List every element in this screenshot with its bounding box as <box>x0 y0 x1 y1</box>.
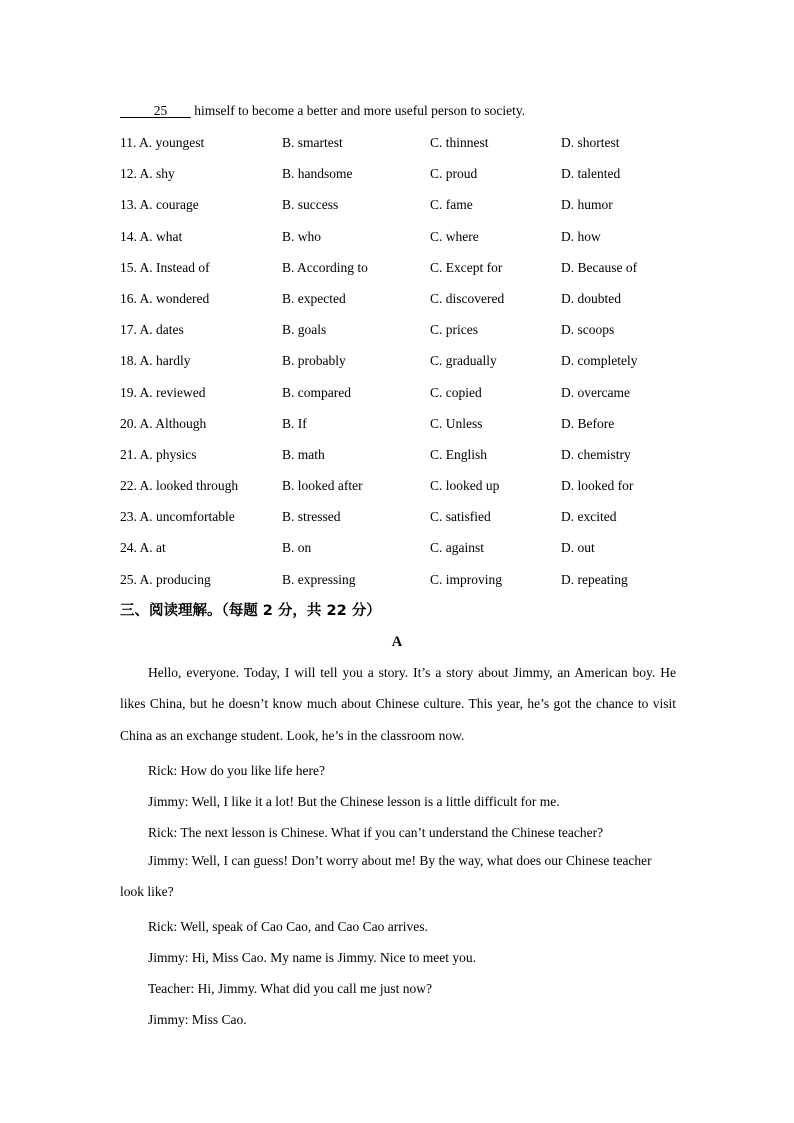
option-d: D. doubted <box>561 290 621 306</box>
dialogue-line: Rick: Well, speak of Cao Cao, and Cao Cao arrives. <box>148 919 428 934</box>
option-row <box>0 476 794 507</box>
option-c: C. fame <box>430 197 473 213</box>
option-a: 13. A. courage <box>120 197 199 213</box>
option-a: 22. A. looked through <box>120 478 239 494</box>
option-row <box>0 445 794 476</box>
option-a: 15. A. Instead of <box>120 259 210 275</box>
option-b: B. goals <box>282 322 327 338</box>
option-b: B. success <box>282 197 339 213</box>
option-row <box>0 195 794 226</box>
dialogue-line: Jimmy: Miss Cao. <box>148 1012 247 1027</box>
option-d: D. looked for <box>561 478 634 494</box>
option-b: B. math <box>282 446 325 462</box>
option-a: 19. A. reviewed <box>120 384 206 400</box>
option-row <box>0 538 794 569</box>
option-row <box>0 289 794 320</box>
option-d: D. repeating <box>561 571 628 587</box>
option-row <box>0 164 794 195</box>
option-row <box>0 383 794 414</box>
option-c: C. where <box>430 228 479 244</box>
blank-number: 25 <box>153 103 168 118</box>
option-c: C. Unless <box>430 415 483 431</box>
dialogue-line: Jimmy: Well, I can guess! Don’t worry about me! By the way, what does our Chinese teacher look like? <box>120 853 652 900</box>
dialogue-line: Jimmy: Well, I like it a lot! But the Chinese lesson is a little difficult for me. <box>148 794 560 809</box>
option-b: B. expressing <box>282 571 356 587</box>
dialogue-line: Rick: How do you like life here? <box>148 763 325 778</box>
option-row <box>0 133 794 164</box>
option-d: D. excited <box>561 509 617 525</box>
dialogue-line: Jimmy: Hi, Miss Cao. My name is Jimmy. Nice to meet you. <box>148 950 476 965</box>
option-b: B. smartest <box>282 135 343 150</box>
option-c: C. satisfied <box>430 509 491 525</box>
option-b: B. According to <box>282 259 368 275</box>
option-d: D. scoops <box>561 322 615 338</box>
option-a: 11. A. youngest <box>120 135 205 150</box>
option-row <box>0 258 794 289</box>
option-a: 12. A. shy <box>120 166 175 182</box>
options-list <box>0 133 794 601</box>
option-c: C. improving <box>430 571 503 587</box>
section-heading: 三、阅读理解。（每题 2 分，共 22 分） <box>120 603 381 619</box>
option-row <box>0 507 794 538</box>
option-c: C. discovered <box>430 290 505 306</box>
option-d: D. Because of <box>561 259 638 275</box>
option-row <box>0 570 794 601</box>
option-d: D. shortest <box>561 135 620 150</box>
option-c: C. gradually <box>430 353 497 369</box>
option-b: B. probably <box>282 353 346 369</box>
option-row <box>0 320 794 351</box>
option-c: C. copied <box>430 384 482 400</box>
option-b: B. handsome <box>282 166 353 182</box>
option-c: C. Except for <box>430 259 503 275</box>
option-row <box>0 414 794 445</box>
option-a: 23. A. uncomfortable <box>120 509 235 525</box>
option-b: B. stressed <box>282 509 341 525</box>
option-b: B. who <box>282 228 322 244</box>
option-d: D. how <box>561 228 601 244</box>
option-a: 24. A. at <box>120 540 166 556</box>
option-c: C. against <box>430 540 484 556</box>
option-a: 14. A. what <box>120 228 183 244</box>
dialogue-line: Rick: The next lesson is Chinese. What if you can’t understand the Chinese teacher? <box>148 825 604 840</box>
dialogue-line: Teacher: Hi, Jimmy. What did you call me just now? <box>148 981 432 996</box>
option-a: 25. A. producing <box>120 571 211 587</box>
option-a: 18. A. hardly <box>120 353 191 369</box>
option-d: D. humor <box>561 197 613 213</box>
option-d: D. Before <box>561 415 615 431</box>
option-d: D. out <box>561 540 595 556</box>
option-a: 16. A. wondered <box>120 290 210 306</box>
passage-title: A <box>391 634 403 650</box>
option-d: D. completely <box>561 353 638 369</box>
option-c: C. looked up <box>430 478 500 494</box>
option-b: B. compared <box>282 384 351 400</box>
option-d: D. talented <box>561 166 621 182</box>
option-c: C. proud <box>430 166 478 182</box>
question-continuation-line <box>120 101 525 121</box>
option-row <box>0 351 794 382</box>
option-a: 20. A. Although <box>120 415 207 431</box>
answer-blank <box>120 101 191 121</box>
continuation-text: himself to become a better and more useful person to society. <box>194 103 526 118</box>
option-c: C. English <box>430 446 488 462</box>
passage-intro: Hello, everyone. Today, I will tell you a story. It’s a story about Jimmy, an American boy. He likes China, but he doesn’t know much about Chinese culture. This year, he’s got the chance to visit China as an exchange student. Look, he’s in the classroom now. <box>120 665 676 743</box>
option-row <box>0 227 794 258</box>
option-a: 21. A. physics <box>120 446 197 462</box>
option-d: D. chemistry <box>561 446 631 462</box>
option-b: B. expected <box>282 290 346 306</box>
option-c: C. prices <box>430 322 478 338</box>
option-b: B. on <box>282 540 312 556</box>
option-b: B. looked after <box>282 478 363 494</box>
option-c: C. thinnest <box>430 135 489 150</box>
option-b: B. If <box>282 415 307 431</box>
option-d: D. overcame <box>561 384 630 400</box>
option-a: 17. A. dates <box>120 322 184 338</box>
